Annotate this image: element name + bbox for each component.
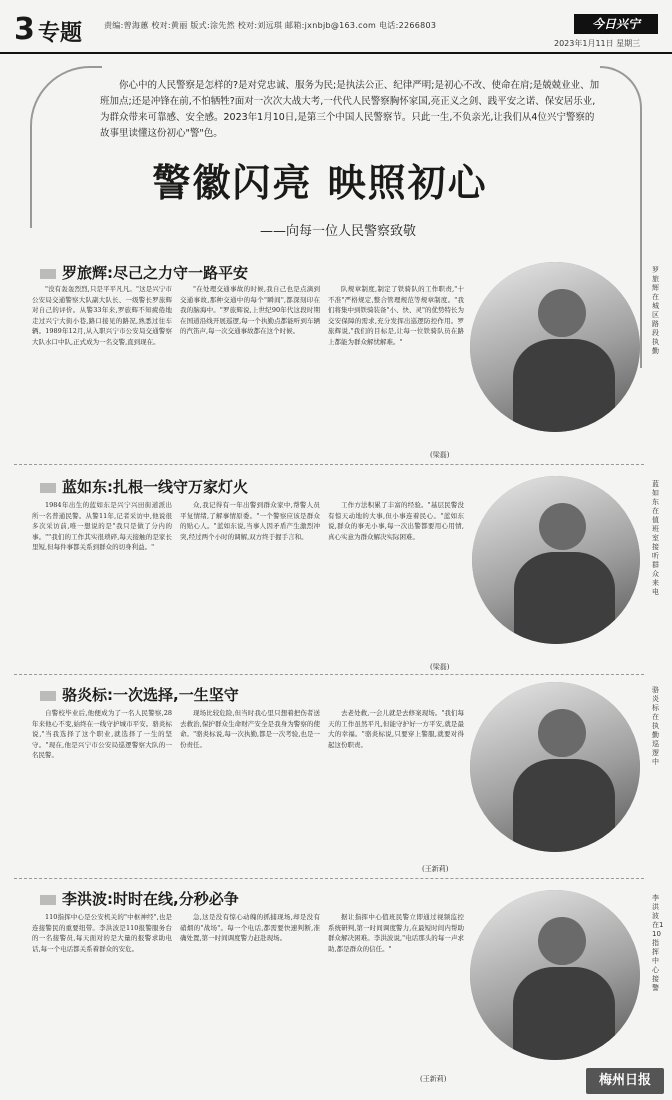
decorative-bracket: [30, 66, 102, 228]
section-divider: [14, 674, 644, 675]
byline: (梁磊): [430, 451, 450, 459]
story-title-text: 骆炎标:一次选择,一生坚守: [62, 686, 239, 704]
byline: (王新莉): [420, 1075, 447, 1083]
story-title-text: 罗旅辉:尽己之力守一路平安: [62, 264, 248, 282]
story-column: [180, 284, 320, 448]
story-column: [180, 912, 320, 1072]
byline: (王新莉): [422, 865, 449, 873]
story-title: [40, 888, 239, 909]
story-column: [328, 284, 464, 448]
article-text: 据让指挥中心值班民警立即通过视频监控系统研判,第一时间调度警力,在最短时间内帮助群众解决困难。李洪波说,"电话那头的每一声求助,都是群众的信任。": [328, 913, 464, 953]
title-marker-icon: [40, 483, 56, 493]
story-column: [328, 500, 464, 660]
issue-date: 2023年1月11日 星期三: [554, 39, 641, 48]
article-text: 1984年出生的蓝如东是兴宁兴田街道派出所一名普通民警。从警11年,记者采访中,他说很多次采访前,唯一想说的是"我只是做了分内的事。""我们的工作其实很琐碎,每天接触的是家长里短,但每件事都关系到群众的切身利益。": [32, 501, 172, 551]
story-title: [40, 476, 248, 497]
article-text: 自警校毕业后,他便成为了一名人民警察,28年来他心不变,始终在一线守护城市平安。骆炎标说,"当我选择了这个职业,就选择了一生的坚守。"现在,他是兴宁市公安局巡逻警察大队的一名民警。: [32, 709, 172, 759]
title-marker-icon: [40, 269, 56, 279]
story-title: [40, 684, 239, 705]
title-marker-icon: [40, 895, 56, 905]
story-photo: [470, 262, 640, 432]
source-watermark: 梅州日报: [586, 1068, 664, 1094]
article-text: "没有轰轰烈烈,只是平平凡凡。"这是兴宁市公安局交通警察大队副大队长、一级警长罗旅辉对自己的评价。从警33年来,罗旅辉不知疲倦地走过兴宁大街小巷,路口接见的路况,熟悉过往车辆。1989年12月,从入职兴宁市公安局交通警察大队水口中队,正式成为一名交警,直到现在。: [32, 285, 172, 346]
article-text: "在处理交通事故的时候,我自己也是点滴到交通事故,那种交通中的每个"瞬间",都深刻印在我的脑海中。"罗旅辉说,上世纪90年代这段时期在国道沿线开展巡逻,每一个执勤点都能听到车辆的汽笛声,每一次交通事故都在这个时候。: [180, 285, 320, 335]
story-column: [32, 500, 172, 660]
article-text: 急,这是没有惊心动魄的抓捕现场,却是没有硝烟的"战场"。每一个电话,都需要快速判断,准确处置,第一时间调度警力赶赴现场。: [180, 913, 320, 942]
story-column: [32, 284, 172, 448]
photo-caption: 蓝如东在值班室接听群众来电: [652, 480, 659, 596]
section-divider: [14, 464, 644, 465]
article-text: 现场比较危险,但当时我心里只想着把伤者送去救治,保护群众生命财产安全是我身为警察的使命。"骆炎标说,每一次执勤,都是一次考验,也是一份责任。: [180, 709, 320, 749]
photo-caption: 李洪波在110指挥中心接警: [652, 894, 664, 992]
page-header: [0, 0, 672, 54]
section-name: 专题: [38, 21, 83, 46]
section-divider: [14, 878, 644, 879]
page-headline: 警徽闪亮 映照初心: [152, 160, 488, 205]
story-column: [328, 708, 464, 862]
credits-line: 责编:曾海蕙 校对:黄丽 版式:涂先然 校对:刘远琪 邮箱:jxnbjb@163.com 电话:2266803: [104, 21, 437, 30]
story-title-text: 李洪波:时时在线,分秒必争: [62, 890, 239, 908]
article-text: 110指挥中心是公安机关的"中枢神经",也是连接警民的重要纽带。李洪波是110报警服务台的一名接警员,每天面对的是大量的报警求助电话,每一个电话都关系着群众的安危。: [32, 913, 172, 953]
article-text: 工作方法积累了丰富的经验。"基层民警没有惊天动地的大事,但小事连着民心。"蓝如东说,群众的事无小事,每一次出警都要用心用情,真心实意为群众解决实际困难。: [328, 501, 464, 541]
story-title-text: 蓝如东:扎根一线守万家灯火: [62, 478, 248, 496]
story-photo: [472, 476, 640, 644]
byline: (梁磊): [430, 663, 450, 671]
masthead-logo: 今日兴宁: [574, 14, 658, 34]
story-photo: [470, 682, 640, 852]
story-column: [180, 708, 320, 862]
photo-caption: 骆炎标在执勤巡逻中: [652, 686, 659, 766]
story-column: [328, 912, 464, 1072]
page-subhead: ——向每一位人民警察致敬: [260, 224, 417, 239]
story-column: [32, 708, 172, 862]
story-column: [32, 912, 172, 1072]
article-text: 众,我记得有一年出警到群众家中,帮警人员平复情绪,了解事情原委。"一个警察应该是群众的贴心人。"蓝如东说,当事人因矛盾产生激烈冲突,经过两个小时的调解,双方终于握手言和。: [180, 501, 320, 541]
article-text: 去老处救,一会儿就是去修案现场。"我们每天的工作虽然平凡,但能守护好一方平安,就是最大的幸福。"骆炎标说,只要穿上警服,就要对得起这份职责。: [328, 709, 464, 749]
story-column: [180, 500, 320, 660]
photo-caption: 罗旅辉在城区路段执勤: [652, 266, 659, 355]
page-number: 3: [14, 12, 35, 47]
title-marker-icon: [40, 691, 56, 701]
story-title: [40, 262, 248, 283]
intro-paragraph: 你心中的人民警察是怎样的?是对党忠诚、服务为民;是执法公正、纪律严明;是初心不改、使命在肩;是兢兢业业、加班加点;还是冲锋在前,不怕牺牲?面对一次次大战大考,一代代人民警察胸怀家国,亮正义之剑、践平安之诺、保安居乐业,为群众带来可靠感、安全感。2023年1月10日,是第三个中国人民警察节。只此一生,不负亲光,让我们从4位兴宁警察的故事里读懂这份初心"警"色。: [100, 80, 600, 139]
story-photo: [470, 890, 640, 1060]
article-text: 队规章制度,制定了铁骑队的工作职责,"十不准"严格规定,整合管理规范等规章制度。"我们将集中到铁骑装备"小、快、灵"的优势特长为交安保障的需求,充分发挥出巡逻防控作用。罗旅辉说,"我们的目标是,让每一位铁骑队员在路上都能为群众解忧解难。": [328, 285, 464, 346]
